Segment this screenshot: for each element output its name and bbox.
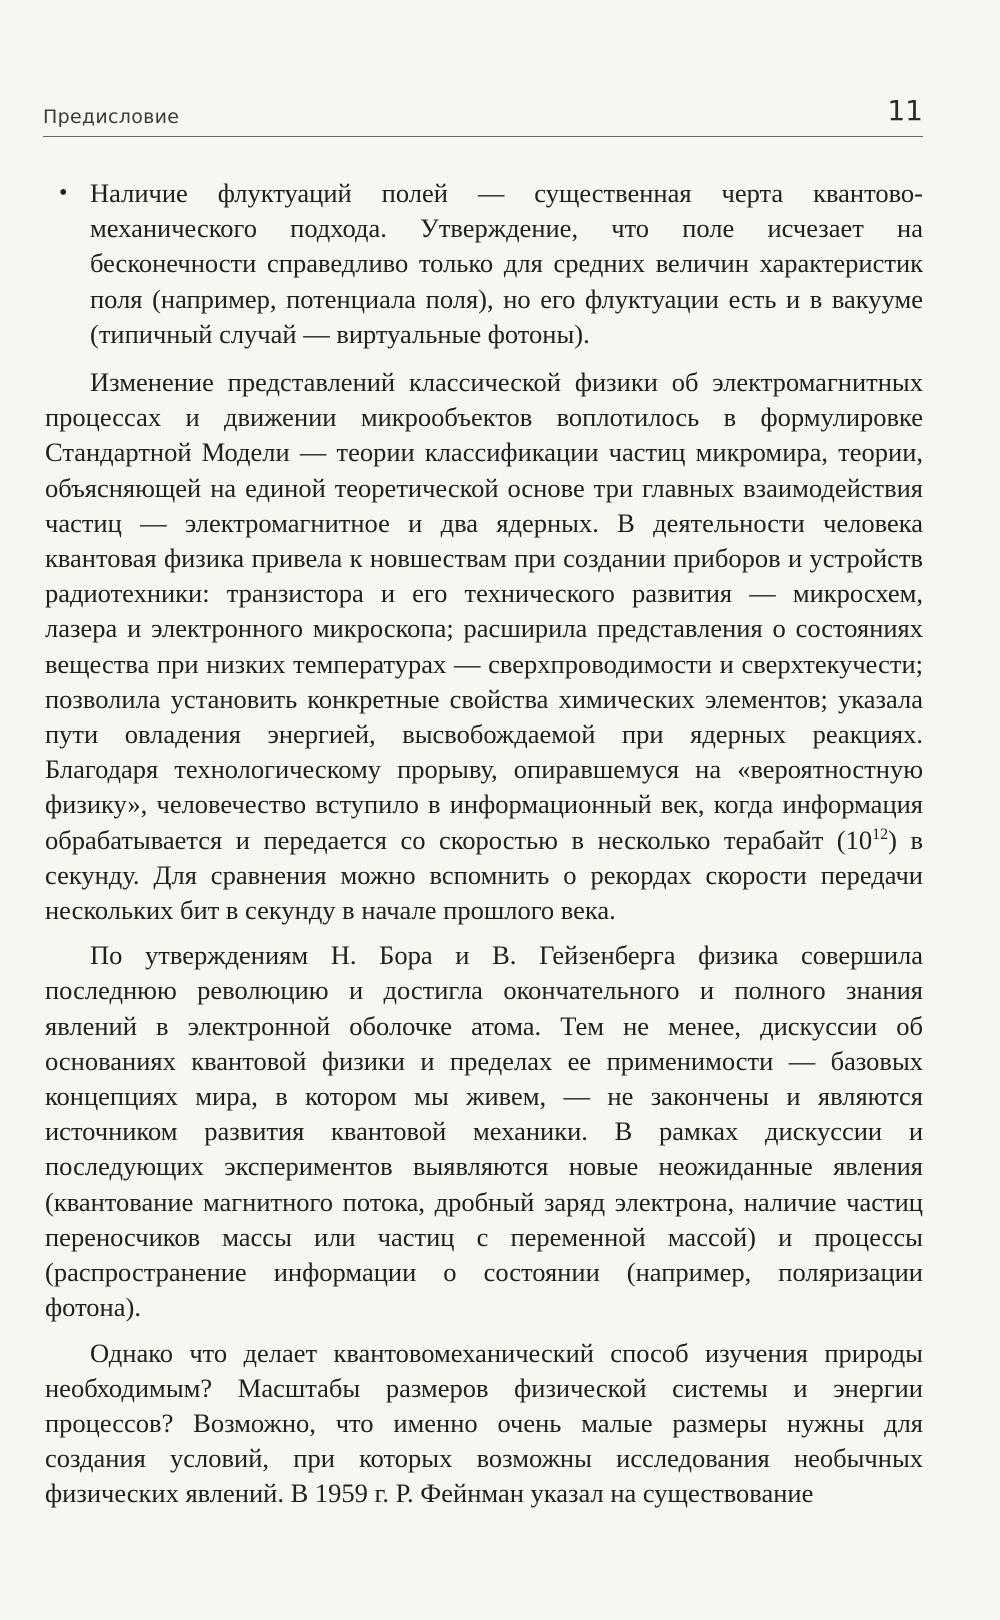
page-number: 11 — [887, 94, 923, 127]
paragraph-1 — [45, 365, 923, 928]
paragraph-2 — [45, 938, 923, 1325]
paragraph-3 — [45, 1336, 923, 1512]
bullet-text: Наличие флуктуаций полей — существенная черта квантово-механического подхода. Утверждение, что поле исчезает на бесконечности справедливо только для средних величин характеристик поля (например, потенциала поля), но его флуктуации есть и в вакууме (типичный случай — виртуальные фотоны). — [90, 178, 923, 349]
paragraph-2-text: По утверждениям Н. Бора и В. Гейзенберга физика совершила последнюю революцию и достигла окончательного и полного знания явлений в электронной оболочке атома. Тем не менее, дискуссии об основаниях квантовой физики и пределах ее применимости — базовых концепциях мира, в котором мы живем, — не закончены и являются источником развития квантовой механики. В рамках дискуссии и последующих экспериментов выявляются новые неожиданные явления (квантование магнитного потока, дробный заряд электрона, наличие частиц переносчиков массы или частиц с переменной массой) и процессы (распространение информации о состоянии (например, поляризации фотона). — [45, 940, 923, 1323]
bullet-icon: • — [59, 180, 68, 206]
running-head — [43, 92, 923, 137]
body-text — [45, 176, 923, 1522]
running-title: Предисловие — [43, 106, 180, 128]
paragraph-1-text: Изменение представлений классической физики об электромагнитных процессах и движении микрообъектов воплотилось в формулировке Стандартной Модели — теории классификации частиц микромира, теории, объясняющей на единой теоретической основе три главных взаимодействия частиц — электромагнитное и два ядерных. В деятельности человека квантовая физика привела к новшествам при создании приборов и устройств радиотехники: транзистора и его технического развития — микросхем, лазера и электронного микроскопа; расширила представления о состояниях вещества при низких температурах — сверхпроводимости и сверхтекучести; позволила установить конкретные свойства химических элементов; указала пути овладения энергией, высвобождаемой при ядерных реакциях. Благодаря технологическому прорыву, опиравшемуся на «вероятностную физику», человечество вступило в информационный век, когда информация обрабатывается и передается со скоростью в несколько терабайт (10 — [45, 367, 923, 855]
bullet-item — [45, 176, 923, 352]
paragraph-3-text: Однако что делает квантовомеханический способ изучения природы необходимым? Масштабы размеров физической системы и энергии процессов? Возможно, что именно очень малые размеры нужны для создания условий, при которых возможны исследования необычных физических явлений. В 1959 г. Р. Фейнман указал на существование — [45, 1337, 923, 1509]
paragraph-1-tail: ) в секунду. Для сравнения можно вспомнить о рекордах скорости передачи нескольких бит в секунду в начале прошлого века. — [45, 824, 924, 926]
exponent: 12 — [872, 825, 889, 843]
